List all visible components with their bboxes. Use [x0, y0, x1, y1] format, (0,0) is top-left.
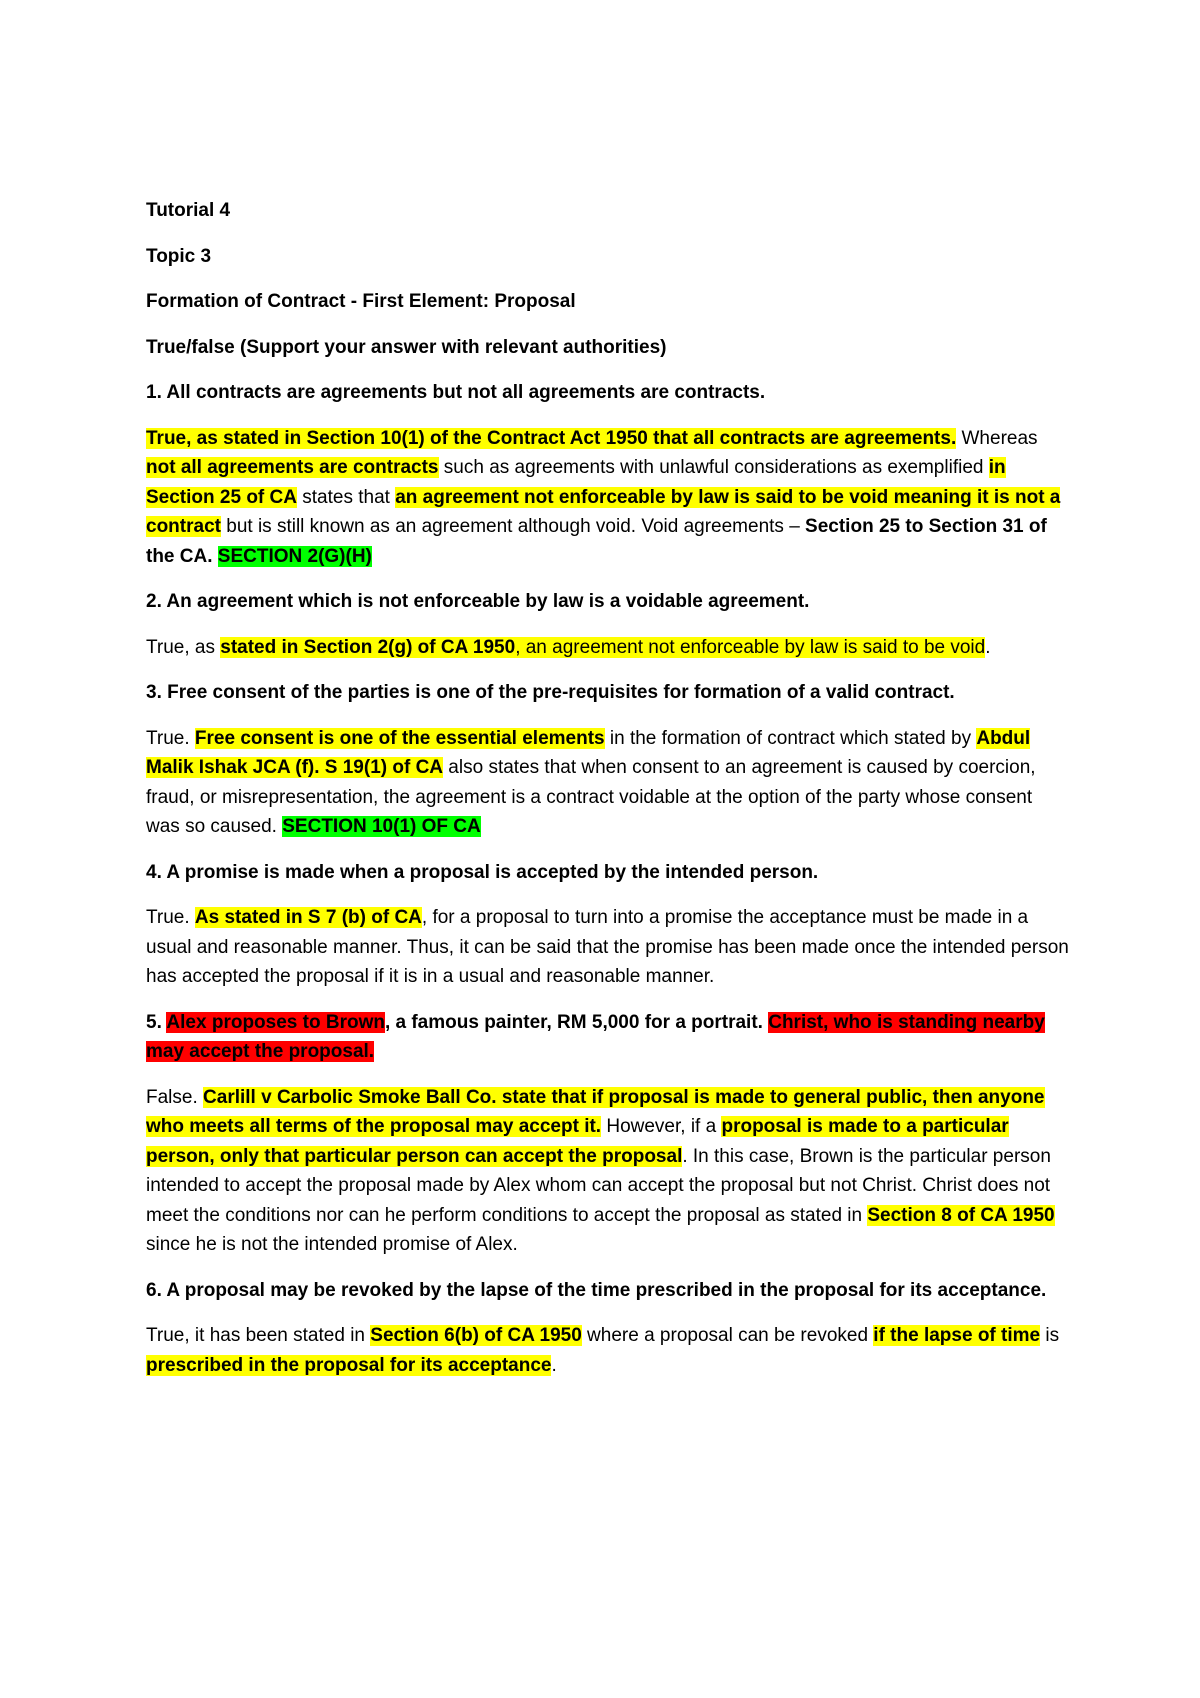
answer-text: However, if a — [601, 1116, 722, 1137]
answer-5 — [146, 1083, 1070, 1260]
answer-text: such as agreements with unlawful considerations as exemplified — [438, 457, 989, 478]
question-2: 2. An agreement which is not enforceable by law is a voidable agreement. — [146, 591, 810, 612]
answer-text: True, it has been stated in — [146, 1325, 371, 1346]
question-1: 1. All contracts are agreements but not all agreements are contracts. — [146, 382, 766, 403]
answer-4 — [146, 903, 1070, 992]
highlight-yellow: Free consent is one of the essential elements — [194, 727, 605, 749]
answer-text: states that — [296, 486, 396, 508]
question-6: 6. A proposal may be revoked by the lapse of the time prescribed in the proposal for its acceptance. — [146, 1279, 1047, 1301]
answer-text: True. — [146, 727, 195, 749]
question-5 — [146, 1008, 1070, 1067]
answer-text: True, as — [146, 636, 221, 658]
highlight-yellow: stated in Section 2(g) of CA 1950 — [220, 636, 516, 658]
question-text: , a famous painter, RM 5,000 for a portrait. — [384, 1011, 769, 1033]
topic-heading: Topic 3 — [146, 245, 212, 267]
instruction-text: True/false (Support your answer with relevant authorities) — [146, 336, 667, 358]
answer-text: Whereas — [956, 427, 1038, 449]
highlight-yellow: not all agreements are contracts — [146, 457, 439, 478]
question-3: 3. Free consent of the parties is one of the pre-requisites for formation of a valid contract. — [146, 682, 955, 703]
highlight-yellow: proposal is made to a particular person, only that particular person can accept the proposal — [146, 1116, 1009, 1167]
answer-text: . In this case, Brown is the particular person intended to accept the proposal made by Alex whom can accept the proposal but not Christ. Christ does not meet the conditions nor can he perform conditions to accept the proposal as stated in — [146, 1145, 1051, 1226]
highlight-red: Alex proposes to Brown — [166, 1011, 385, 1033]
highlight-yellow: As stated in S 7 (b) of CA — [194, 907, 422, 928]
answer-text: . — [985, 636, 991, 658]
highlight-yellow: Section 8 of CA 1950 — [867, 1204, 1055, 1226]
highlight-yellow: in Section 25 of CA — [146, 457, 1006, 508]
highlight-yellow: Section 6(b) of CA 1950 — [370, 1325, 582, 1346]
document-title: Formation of Contract - First Element: Proposal — [146, 291, 576, 312]
answer-text: in the formation of contract which stated by — [604, 727, 977, 749]
highlight-yellow: , an — [515, 636, 553, 658]
bold-text: Section 25 to Section 31 of the CA. — [146, 516, 1047, 567]
highlight-yellow: if the lapse of time — [873, 1325, 1041, 1346]
highlight-yellow: Abdul Malik Ishak JCA (f). S 19(1) of CA — [146, 727, 1031, 778]
answer-1 — [146, 424, 1070, 572]
answer-text: , for a proposal to turn into a promise the acceptance must be made in a usual and reasonable manner. Thus, it can be said that the promise has been made once the intended person has accepted the proposal if it is in a usual and reasonable manner. — [146, 907, 1069, 987]
highlight-green: SECTION 2(G)(H) — [217, 545, 372, 567]
answer-3 — [146, 724, 1070, 842]
highlight-red: Christ, who is standing nearby may accept the proposal. — [146, 1011, 1045, 1062]
highlight-yellow: prescribed in the proposal for its acceptance — [146, 1354, 552, 1376]
answer-text: where a proposal can be revoked — [581, 1325, 874, 1346]
answer-text: is — [1040, 1325, 1060, 1346]
answer-2 — [146, 633, 1070, 663]
answer-text: . — [551, 1354, 557, 1376]
document-body — [146, 196, 1070, 1396]
answer-text: True. — [146, 907, 195, 928]
highlight-yellow: Carlill v Carbolic Smoke Ball Co. state that if proposal is made to general public, then anyone who meets all terms of the proposal may accept it. — [146, 1086, 1045, 1137]
answer-text — [213, 546, 218, 567]
highlight-yellow: agreement not enforceable by law is said to be void — [552, 636, 986, 658]
question-text: 5. — [146, 1011, 167, 1033]
answer-6 — [146, 1321, 1070, 1380]
question-4: 4. A promise is made when a proposal is accepted by the intended person. — [146, 861, 819, 883]
highlight-yellow: an agreement not enforceable by law is said to be void meaning it is not a contract — [146, 486, 1061, 537]
answer-text: but is still known as an agreement although void. Void agreements – — [220, 516, 806, 537]
tutorial-heading: Tutorial 4 — [146, 200, 231, 221]
answer-text: False. — [146, 1086, 204, 1108]
highlight-yellow: True, as stated in Section 10(1) of the Contract Act 1950 that all contracts are agreements. — [146, 427, 957, 449]
answer-text: also states that when consent to an agreement is caused by coercion, fraud, or misrepresentation, the agreement is a contract voidable at the option of the party whose consent was so caused. — [146, 757, 1036, 837]
highlight-green: SECTION 10(1) OF CA — [282, 816, 481, 837]
answer-text: since he is not the intended promise of Alex. — [146, 1234, 518, 1255]
